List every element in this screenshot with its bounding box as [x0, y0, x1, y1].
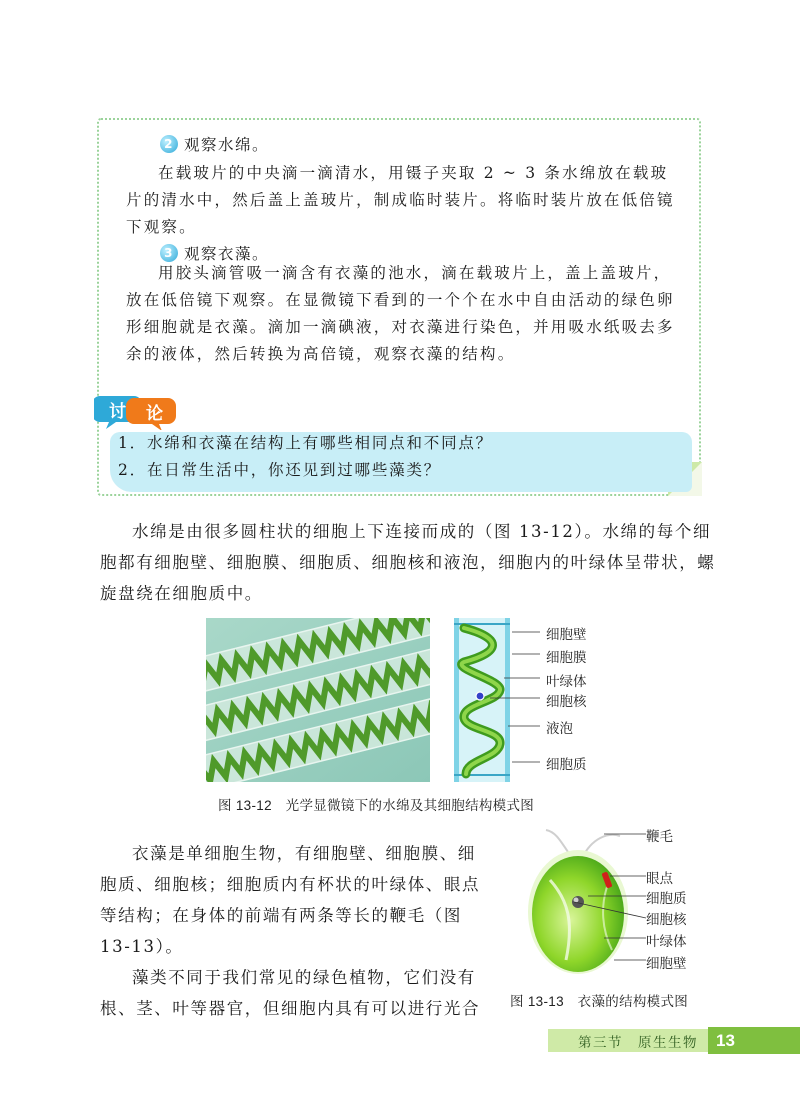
- label-nucleus: 细胞核: [546, 694, 587, 709]
- figure-13-13-caption: 图 13-13 衣藻的结构模式图: [510, 994, 689, 1009]
- label-flagellum: 鞭毛: [646, 829, 673, 844]
- figure-13-12-caption: 图 13-12 光学显微镜下的水绵及其细胞结构模式图: [218, 798, 535, 813]
- question-2: 2．在日常生活中，你还见到过哪些藻类？: [118, 461, 442, 479]
- footer-section-title: 第三节 原生生物: [578, 1035, 698, 1050]
- fig12-leader-lines: [490, 618, 540, 782]
- step-number-badge: 3: [160, 244, 178, 262]
- fig13-leader-lines: [574, 826, 646, 976]
- body-paragraph-spirogyra: 水绵是由很多圆柱状的细胞上下连接而成的（图 13-12）。水绵的每个细胞都有细胞壁、细胞膜、细胞质、细胞核和液泡，细胞内的叶绿体呈带状，螺旋盘绕在细胞质中。: [100, 522, 716, 603]
- speech-bubbles-icon: [94, 390, 186, 430]
- label-nucleus: 细胞核: [646, 912, 687, 927]
- badge-char-1: 讨: [109, 402, 126, 422]
- page-number: 13: [708, 1027, 800, 1054]
- step-title: 观察水绵。: [184, 136, 270, 154]
- label-chloroplast: 叶绿体: [646, 934, 687, 949]
- question-1: 1．水绵和衣藻在结构上有哪些相同点和不同点？: [118, 434, 493, 452]
- step-2-text: 在载玻片的中央滴一滴清水，用镊子夹取 2 ~ 3 条水绵放在载玻片的清水中，然后盖上盖玻片，制成临时装片。将临时装片放在低倍镜下观察。: [126, 164, 675, 236]
- spirogyra-micrograph: [206, 618, 430, 782]
- step-3-text: 用胶头滴管吸一滴含有衣藻的池水，滴在载玻片上，盖上盖玻片，放在低倍镜下观察。在显微镜下看到的一个个在水中自由活动的绿色卵形细胞就是衣藻。滴加一滴碘液，对衣藻进行染色，并用吸水纸吸去多余的液体，然后转换为高倍镜，观察衣藻的结构。: [126, 264, 675, 363]
- label-eyespot: 眼点: [646, 871, 673, 886]
- label-cytoplasm: 细胞质: [646, 891, 687, 906]
- discussion-badge: [94, 390, 186, 430]
- discussion-questions: [118, 430, 493, 484]
- badge-char-2: 论: [146, 404, 163, 424]
- label-cell-wall: 细胞壁: [546, 627, 587, 642]
- body-paragraph-algae: 藻类不同于我们常见的绿色植物，它们没有根、茎、叶等器官，但细胞内具有可以进行光合: [100, 968, 481, 1018]
- label-vacuole: 液泡: [546, 721, 573, 736]
- step-number-badge: 2: [160, 135, 178, 153]
- label-cell-wall: 细胞壁: [646, 956, 687, 971]
- label-chloroplast: 叶绿体: [546, 674, 587, 689]
- label-cytoplasm: 细胞质: [546, 757, 587, 772]
- step-title: 观察衣藻。: [184, 245, 270, 263]
- step-2-heading: [160, 132, 269, 158]
- label-cell-membrane: 细胞膜: [546, 650, 587, 665]
- body-paragraph-chlamydomonas: 衣藻是单细胞生物，有细胞壁、细胞膜、细胞质、细胞核；细胞质内有杯状的叶绿体、眼点等结构；在身体的前端有两条等长的鞭毛（图 13-13）。: [100, 844, 481, 956]
